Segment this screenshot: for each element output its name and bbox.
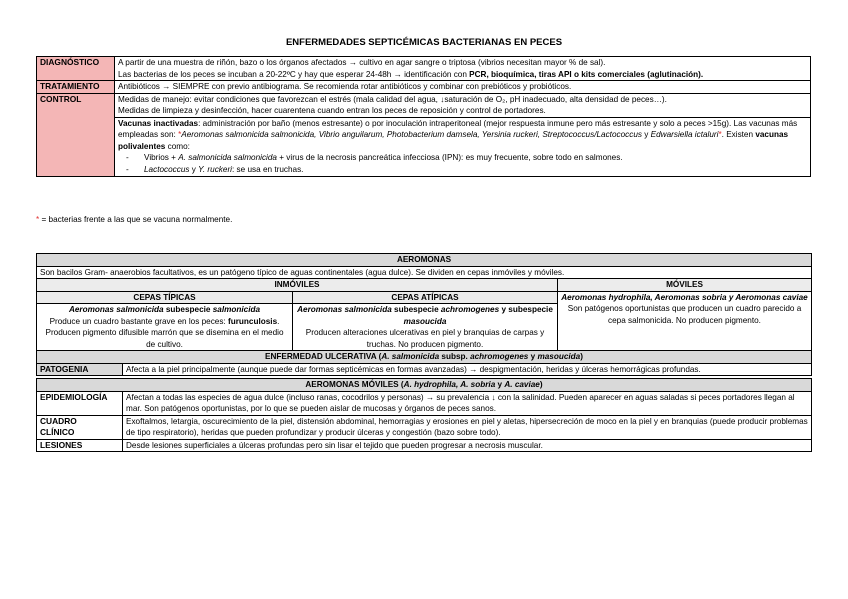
vacunas-paragraph: Vacunas inactivadas: administración por baño (menos estresante) o por inoculación intraperitoneal (mejor respuesta inmune pero más estresante y solo a peces >15g). Las vacunas más empleadas son: *Aeromonas salmonicida salmonicida, Vibrio anguilarum, Photobacterium damsela, Yersinia ruckeri, Streptococcus/Lactococcus y Edwarsiella ictaluri*. Existen vacunas polivalentes como: [118,118,798,151]
label-patogenia: PATOGENIA [37,363,123,376]
control-line-1: Medidas de manejo: evitar condiciones que favorezcan el estrés (mala calidad del agua, ↓saturación de O₂, pH inadecuado, alta densidad de peces…). [118,94,667,104]
row-tratamiento [37,81,811,94]
ulcerativa-header: ENFERMEDAD ULCERATIVA (A. salmonicida subsp. achromogenes y masoucida) [37,351,812,364]
vacuna-bullet-2: - Lactococcus y Y. ruckeri: se usa en truchas. [126,164,304,174]
moviles-desc: Son patógenos oportunistas que producen un cuadro parecido a cepa salmonicida. No producen pigmento. [567,304,802,325]
footnote: * = bacterias frente a las que se vacuna normalmente. [36,215,233,224]
header-cepas-tipicas: CEPAS TÍPICAS [37,291,293,304]
tipicas-desc: Produce un cuadro bastante grave en los peces: furunculosis. Producen pigmento difusible marrón que se disemina en el medio de cultivo. [45,316,284,349]
aeromonas-intro: Son bacilos Gram- anaerobios facultativos, es un patógeno típico de aguas continentales (agua dulce). Se dividen en cepas inmóviles y móviles. [37,266,812,279]
page-title: ENFERMEDADES SEPTICÉMICAS BACTERIANAS EN PECES [285,37,563,48]
tipicas-cell [37,304,293,351]
atipicas-species: Aeromonas salmonicida subespecie achromogenes y subespecie masoucida [297,305,553,326]
diag-line-2: Las bacterias de los peces se incuban a 20-22ºC y hay que esperar 24-48h → identificación con PCR, bioquímica, tiras API o kits comerciales (aglutinación). [118,69,704,79]
header-moviles: MÓVILES [558,279,812,292]
atipicas-desc: Producen alteraciones ulcerativas en piel y branquias de carpas y truchas. No producen pigmento. [305,328,545,349]
moviles-cell [558,291,812,351]
control-line-2: Medidas de limpieza y desinfección, hacer cuarentena cuando entran los peces de reposición y control de portadores. [118,106,546,115]
summary-table [36,56,811,177]
label-cuadro-clinico: CUADRO CLÍNICO [37,415,123,439]
label-diagnostico: DIAGNÓSTICO [37,57,115,81]
label-tratamiento: TRATAMIENTO [37,81,115,94]
label-control: CONTROL [37,93,115,177]
aeromonas-title: AEROMONAS [37,254,812,267]
diag-line-1: A partir de una muestra de riñón, bazo o los órganos afectados → cultivo en agar sangre o triptosa (vibrios necesitan mayor % de sal). [118,58,606,67]
aeromonas-table [36,253,812,452]
patogenia-text: Afecta a la piel principalmente (aunque puede dar formas septicémicas en formas avanzadas) → despigmentación, heridas y úlceras hemorrágicas profundas. [123,363,812,376]
tipicas-species: Aeromonas salmonicida subespecie salmonicida [68,305,261,314]
lesiones-text: Desde lesiones superficiales a úlceras profundas pero sin lisar el tejido que pueden progresar a necrosis muscular. [123,439,812,452]
header-inmoviles: INMÓVILES [37,279,558,292]
row-control-1 [37,93,811,117]
label-lesiones: LESIONES [37,439,123,452]
row-diagnostico [37,57,811,81]
cuadro-clinico-text: Exoftalmos, letargia, oscurecimiento de la piel, distensión abdominal, hemorragias y erosiones en piel y aletas, hipersecreción de moco en la piel y en branquias (puede producir problemas de tipo respiratorio), heridas que pueden profundizar y producir úlceras y congestión (bazo sobre todo). [123,415,812,439]
header-cepas-atipicas: CEPAS ATÍPICAS [293,291,558,304]
tratamiento-text: Antibióticos → SIEMPRE con previo antibiograma. Se recomienda rotar antibióticos y combinar con prebióticos y probióticos. [115,81,811,94]
vacuna-bullet-1: - Vibrios + A. salmonicida salmonicida + virus de la necrosis pancreática infecciosa (IPN): es muy frecuente, sobre todo en salmones. [126,153,623,162]
moviles-species: Aeromonas hydrophila, Aeromonas sobria y Aeromonas caviae [561,292,808,302]
control-medidas [115,93,811,117]
epidemiologia-text: Afectan a todas las especies de agua dulce (incluso ranas, cocodrilos y personas) → su prevalencia ↓ con la salinidad. Pueden aparecer en aguas saladas si peces portadores llegan al mar. Son patógenos oportunistas, por lo que se pueden aislar de mucosas y órganos de peces sanos. [123,391,812,415]
control-vacunas [115,117,811,177]
row-control-2 [37,117,811,177]
atipicas-cell [293,304,558,351]
diagnostico-text [115,57,811,81]
moviles-header: AEROMONAS MÓVILES (A. hydrophila, A. sobria y A. caviae) [37,379,812,392]
label-epidemiologia: EPIDEMIOLOGÍA [37,391,123,415]
